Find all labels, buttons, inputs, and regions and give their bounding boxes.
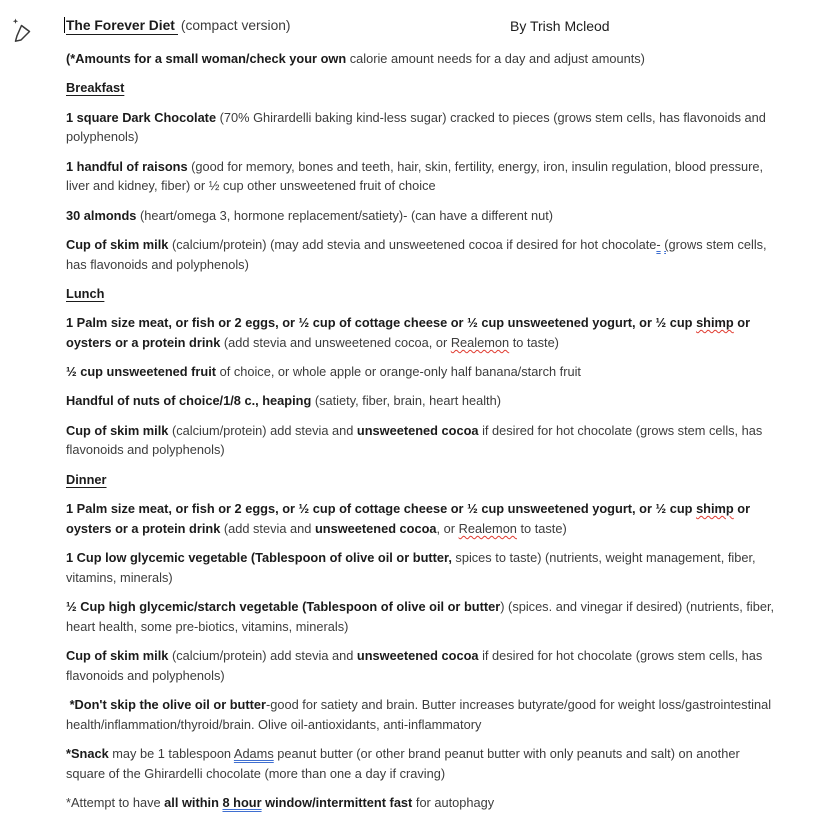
paragraph[interactable] <box>66 421 780 460</box>
text-segment: or oysters or a protein drink <box>66 501 754 536</box>
paragraph[interactable] <box>66 597 780 636</box>
text-segment: Realemon <box>458 520 517 536</box>
byline: By Trish Mcleod <box>510 18 610 34</box>
text-segment: shimp <box>696 501 734 517</box>
text-segment: Cup of skim milk <box>66 236 169 252</box>
text-segment: ) (spices. and vinegar if desired) (nutrients, fiber, heart health, some pre-biotics, vitamins, minerals) <box>66 599 778 634</box>
pen-sparkle-glyph <box>9 16 37 44</box>
paragraph[interactable] <box>66 157 780 196</box>
text-segment: (good for memory, bones and teeth, hair, skin, fertility, energy, iron, insulin regulation, blood pressure, liver and kidney, fiber) or ½ cup other unsweetened fruit of choice <box>66 158 767 194</box>
text-segment: (70% Ghirardelli baking kind-less sugar) cracked to pieces (grows stem cells, has flavonoids and polyphenols) <box>66 109 770 145</box>
text-segment: ½ Cup high glycemic/starch vegetable (Tablespoon of olive oil or butter <box>66 599 501 615</box>
paragraph[interactable] <box>66 206 780 226</box>
text-segment: spices to taste) (nutrients, weight management, fiber, vitamins, minerals) <box>66 550 760 585</box>
paragraph[interactable] <box>66 49 780 69</box>
paragraph[interactable] <box>66 391 780 411</box>
text-segment: (heart/omega 3, hormone replacement/satiety)- (can have a different nut) <box>136 207 554 223</box>
text-cursor <box>64 17 65 33</box>
text-segment: Lunch <box>66 285 105 301</box>
text-segment: peanut butter (or other brand peanut butter with only peanuts and salt) on another square of the Ghirardelli chocolate (more than one a day if craving) <box>66 746 744 781</box>
title-suffix: (compact version) <box>180 18 291 33</box>
text-segment: Dinner <box>66 471 107 487</box>
text-segment: Cup of skim milk <box>66 422 169 438</box>
text-segment: for autophagy <box>412 795 495 811</box>
paragraph[interactable] <box>66 548 780 587</box>
text-segment: Adams <box>233 746 274 762</box>
text-segment: (calcium/protein) add stevia and <box>168 422 357 438</box>
title-line[interactable] <box>66 16 780 36</box>
text-segment: may be 1 tablespoon <box>108 746 234 762</box>
text-segment: Breakfast <box>66 80 125 96</box>
text-segment: ( <box>664 236 669 252</box>
text-segment: 1 Cup low glycemic vegetable (Tablespoon of olive oil or butter, <box>66 550 452 566</box>
text-segment: calorie amount needs for a day and adjust amounts) <box>349 51 645 66</box>
text-segment: Realemon <box>450 334 510 350</box>
text-segment: to taste) <box>516 520 567 536</box>
text-segment: - <box>656 236 661 252</box>
paragraph[interactable] <box>66 646 780 685</box>
paragraph[interactable] <box>66 362 780 382</box>
paragraph[interactable] <box>66 793 780 813</box>
text-segment: (add stevia and unsweetened cocoa, or <box>220 334 451 350</box>
text-segment: *Attempt to have <box>66 795 165 811</box>
text-segment: or oysters or a protein drink <box>66 315 754 350</box>
text-segment: Handful of nuts of choice/1/8 c., heaping <box>66 393 312 409</box>
paragraph[interactable] <box>66 235 780 274</box>
text-segment: (*Amounts for a small woman/check your own <box>66 51 350 66</box>
text-segment: (add stevia and <box>220 520 315 536</box>
text-segment: if desired for hot chocolate (grows stem cells, has flavonoids and polyphenols) <box>66 648 766 683</box>
text-segment: shimp <box>696 315 734 331</box>
text-segment: 1 square Dark Chocolate <box>66 109 217 125</box>
paragraph[interactable] <box>66 744 780 783</box>
document-content <box>66 16 780 822</box>
text-segment: 8 hour <box>222 795 262 811</box>
text-segment: unsweetened cocoa <box>314 520 437 536</box>
section-heading[interactable] <box>66 470 780 490</box>
text-segment: all within <box>164 795 223 811</box>
paragraph[interactable] <box>66 695 780 734</box>
text-segment: 1 handful of raisons <box>66 158 188 174</box>
text-segment: unsweetened cocoa <box>356 648 479 664</box>
text-segment: unsweetened cocoa <box>356 422 479 438</box>
document-body <box>66 49 780 813</box>
text-segment: to taste) <box>509 334 559 350</box>
text-segment: -good for satiety and brain. Butter increases butyrate/good for weight loss/gastrointestinal health/inflammation/thyroid/brain. Olive oil-antioxidants, anti-inflammatory <box>66 697 775 732</box>
text-segment: Cup of skim milk <box>66 648 169 664</box>
section-heading[interactable] <box>66 78 780 98</box>
text-segment: grows stem cells, has flavonoids and polyphenols) <box>66 236 771 272</box>
text-segment: ½ cup unsweetened fruit <box>66 364 217 380</box>
text-segment: (calcium/protein) add stevia and <box>168 648 357 664</box>
paragraph[interactable] <box>66 499 780 538</box>
text-segment: *Don't skip the olive oil or butter <box>66 697 266 713</box>
paragraph[interactable] <box>66 108 780 147</box>
section-heading[interactable] <box>66 284 780 304</box>
document-title: The Forever Diet <box>66 18 178 35</box>
text-segment: if desired for hot chocolate (grows stem cells, has flavonoids and polyphenols) <box>66 422 766 458</box>
text-segment: (satiety, fiber, brain, heart health) <box>311 393 501 409</box>
copilot-pen-icon[interactable] <box>9 16 37 44</box>
text-segment: , or <box>436 520 459 536</box>
text-segment: 1 Palm size meat, or fish or 2 eggs, or ½ cup of cottage cheese or ½ cup unsweetened yogurt, or ½ cup <box>66 501 697 517</box>
text-segment: of choice, or whole apple or orange-only half banana/starch fruit <box>216 364 581 380</box>
text-segment: (calcium/protein) (may add stevia and unsweetened cocoa if desired for hot chocolate <box>168 236 657 252</box>
text-segment: window/intermittent fast <box>261 795 413 811</box>
text-segment: *Snack <box>66 746 109 762</box>
text-segment: 1 Palm size meat, or fish or 2 eggs, or ½ cup of cottage cheese or ½ cup unsweetened yogurt, or ½ cup <box>66 315 697 331</box>
paragraph[interactable] <box>66 313 780 352</box>
text-segment: 30 almonds <box>66 207 137 223</box>
